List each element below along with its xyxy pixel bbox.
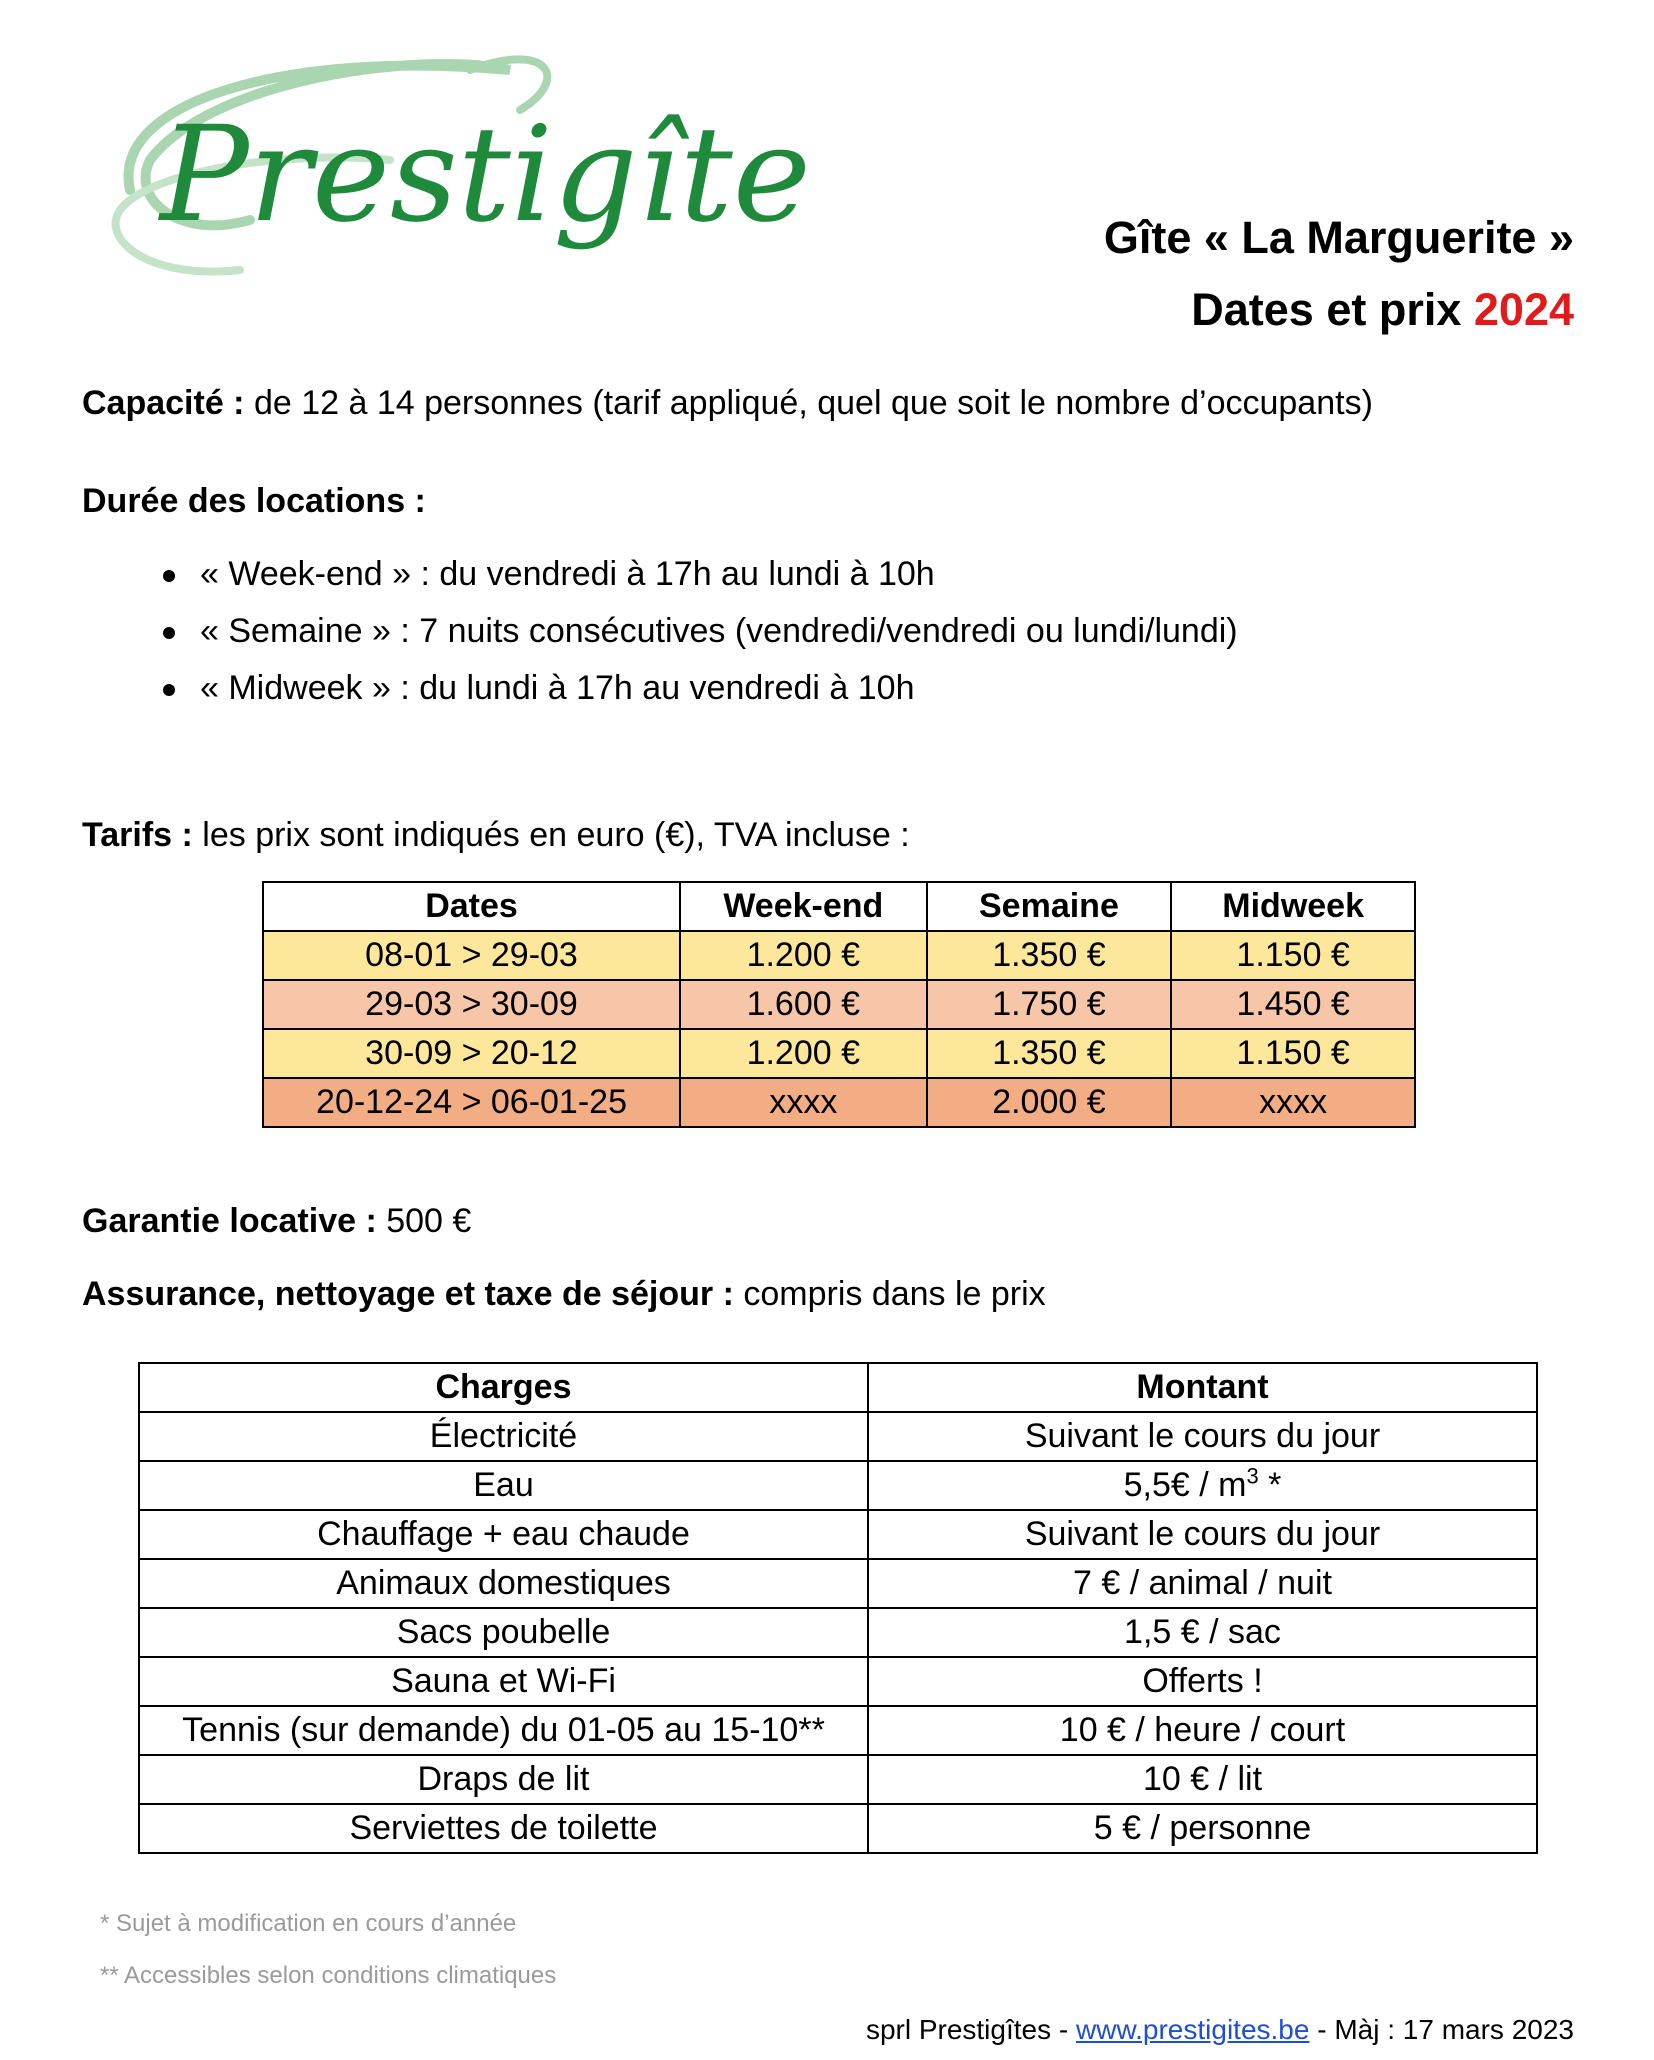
title-line-2 <box>1104 274 1574 346</box>
charge-amount: 7 € / animal / nuit <box>868 1559 1537 1608</box>
price-cell-weekend: 1.600 € <box>680 980 927 1029</box>
charge-amount: Offerts ! <box>868 1657 1537 1706</box>
price-cell-dates: 30-09 > 20-12 <box>263 1029 680 1078</box>
prestigites-logo <box>90 40 810 310</box>
charges-row <box>139 1804 1537 1853</box>
charge-name: Tennis (sur demande) du 01-05 au 15-10** <box>139 1706 868 1755</box>
price-cell-dates: 08-01 > 29-03 <box>263 931 680 980</box>
header-dates: Dates <box>263 882 680 931</box>
title-line-1: Gîte « La Marguerite » <box>1103 212 1574 263</box>
deposit-line <box>82 1202 471 1241</box>
tarifs-text: les prix sont indiqués en euro (€), TVA incluse : <box>192 816 910 854</box>
charge-name: Eau <box>139 1461 868 1510</box>
price-row <box>263 931 1415 980</box>
charge-amount: 10 € / heure / court <box>868 1706 1537 1755</box>
water-amount: 5,5€ / m <box>1123 1466 1247 1504</box>
price-cell-midweek: 1.150 € <box>1171 1029 1415 1078</box>
charge-amount: Suivant le cours du jour <box>868 1412 1537 1461</box>
deposit-text: 500 € <box>376 1202 472 1240</box>
price-row <box>263 1029 1415 1078</box>
duration-item-midweek: « Midweek » : du lundi à 17h au vendredi à 10h <box>158 666 1238 723</box>
charges-table <box>138 1362 1538 1854</box>
charge-amount: 10 € / lit <box>868 1755 1537 1804</box>
charges-row <box>139 1608 1537 1657</box>
price-table <box>262 881 1416 1128</box>
page-footer <box>866 2014 1574 2046</box>
insurance-text: compris dans le prix <box>733 1275 1046 1313</box>
header-semaine: Semaine <box>927 882 1172 931</box>
charge-name: Chauffage + eau chaude <box>139 1510 868 1559</box>
insurance-label: Assurance, nettoyage et taxe de séjour : <box>82 1275 734 1313</box>
price-row <box>263 1078 1415 1127</box>
charges-row <box>139 1510 1537 1559</box>
charge-amount <box>868 1461 1537 1510</box>
header-weekend: Week-end <box>680 882 927 931</box>
price-cell-semaine: 2.000 € <box>927 1078 1172 1127</box>
document-title <box>1104 202 1574 346</box>
charge-name: Électricité <box>139 1412 868 1461</box>
water-footnote-mark: * <box>1258 1466 1282 1504</box>
charge-name: Sacs poubelle <box>139 1608 868 1657</box>
title-line-2-text: Dates et prix <box>1191 284 1474 335</box>
deposit-label: Garantie locative : <box>82 1202 377 1240</box>
capacity-text: de 12 à 14 personnes (tarif appliqué, quel que soit le nombre d’occupants) <box>244 384 1373 422</box>
footer-suffix: - Màj : 17 mars 2023 <box>1309 2014 1574 2045</box>
charges-row <box>139 1755 1537 1804</box>
charges-row <box>139 1706 1537 1755</box>
logo-text: Prestigîtes <box>160 98 810 252</box>
price-cell-weekend: 1.200 € <box>680 1029 927 1078</box>
footnote-modification: * Sujet à modification en cours d’année <box>100 1910 517 1937</box>
charges-row <box>139 1657 1537 1706</box>
charge-amount: Suivant le cours du jour <box>868 1510 1537 1559</box>
charge-name: Serviettes de toilette <box>139 1804 868 1853</box>
website-link[interactable]: www.prestigites.be <box>1076 2014 1310 2045</box>
charges-row <box>139 1412 1537 1461</box>
price-table-header <box>263 882 1415 931</box>
duration-item-weekend: « Week-end » : du vendredi à 17h au lundi à 10h <box>158 552 1238 609</box>
price-cell-semaine: 1.350 € <box>927 931 1172 980</box>
charge-amount: 1,5 € / sac <box>868 1608 1537 1657</box>
price-cell-semaine: 1.350 € <box>927 1029 1172 1078</box>
price-cell-midweek: 1.450 € <box>1171 980 1415 1029</box>
water-exponent: 3 <box>1246 1463 1259 1489</box>
duration-heading: Durée des locations : <box>82 482 426 520</box>
charge-name: Sauna et Wi-Fi <box>139 1657 868 1706</box>
header-montant: Montant <box>868 1363 1537 1412</box>
charge-name: Draps de lit <box>139 1755 868 1804</box>
charges-table-header <box>139 1363 1537 1412</box>
charges-row <box>139 1559 1537 1608</box>
price-cell-dates: 20-12-24 > 06-01-25 <box>263 1078 680 1127</box>
footer-prefix: sprl Prestigîtes - <box>865 2014 1076 2045</box>
insurance-line <box>82 1275 1046 1314</box>
tarifs-line <box>82 816 910 855</box>
title-year: 2024 <box>1473 284 1574 335</box>
price-cell-midweek: 1.150 € <box>1171 931 1415 980</box>
price-cell-midweek: xxxx <box>1171 1078 1415 1127</box>
header-charges: Charges <box>139 1363 868 1412</box>
tarifs-label: Tarifs : <box>82 816 193 854</box>
logo-graphic <box>90 40 810 310</box>
charge-amount: 5 € / personne <box>868 1804 1537 1853</box>
charge-name: Animaux domestiques <box>139 1559 868 1608</box>
duration-item-semaine: « Semaine » : 7 nuits consécutives (vendredi/vendredi ou lundi/lundi) <box>158 609 1238 666</box>
duration-list <box>158 552 1238 723</box>
price-cell-dates: 29-03 > 30-09 <box>263 980 680 1029</box>
price-row <box>263 980 1415 1029</box>
charges-row <box>139 1461 1537 1510</box>
header-midweek: Midweek <box>1171 882 1415 931</box>
price-cell-weekend: 1.200 € <box>680 931 927 980</box>
footnote-climate: ** Accessibles selon conditions climatiques <box>100 1962 557 1989</box>
capacity-label: Capacité : <box>82 384 245 422</box>
price-cell-weekend: xxxx <box>680 1078 927 1127</box>
capacity-line <box>82 384 1373 423</box>
price-cell-semaine: 1.750 € <box>927 980 1172 1029</box>
